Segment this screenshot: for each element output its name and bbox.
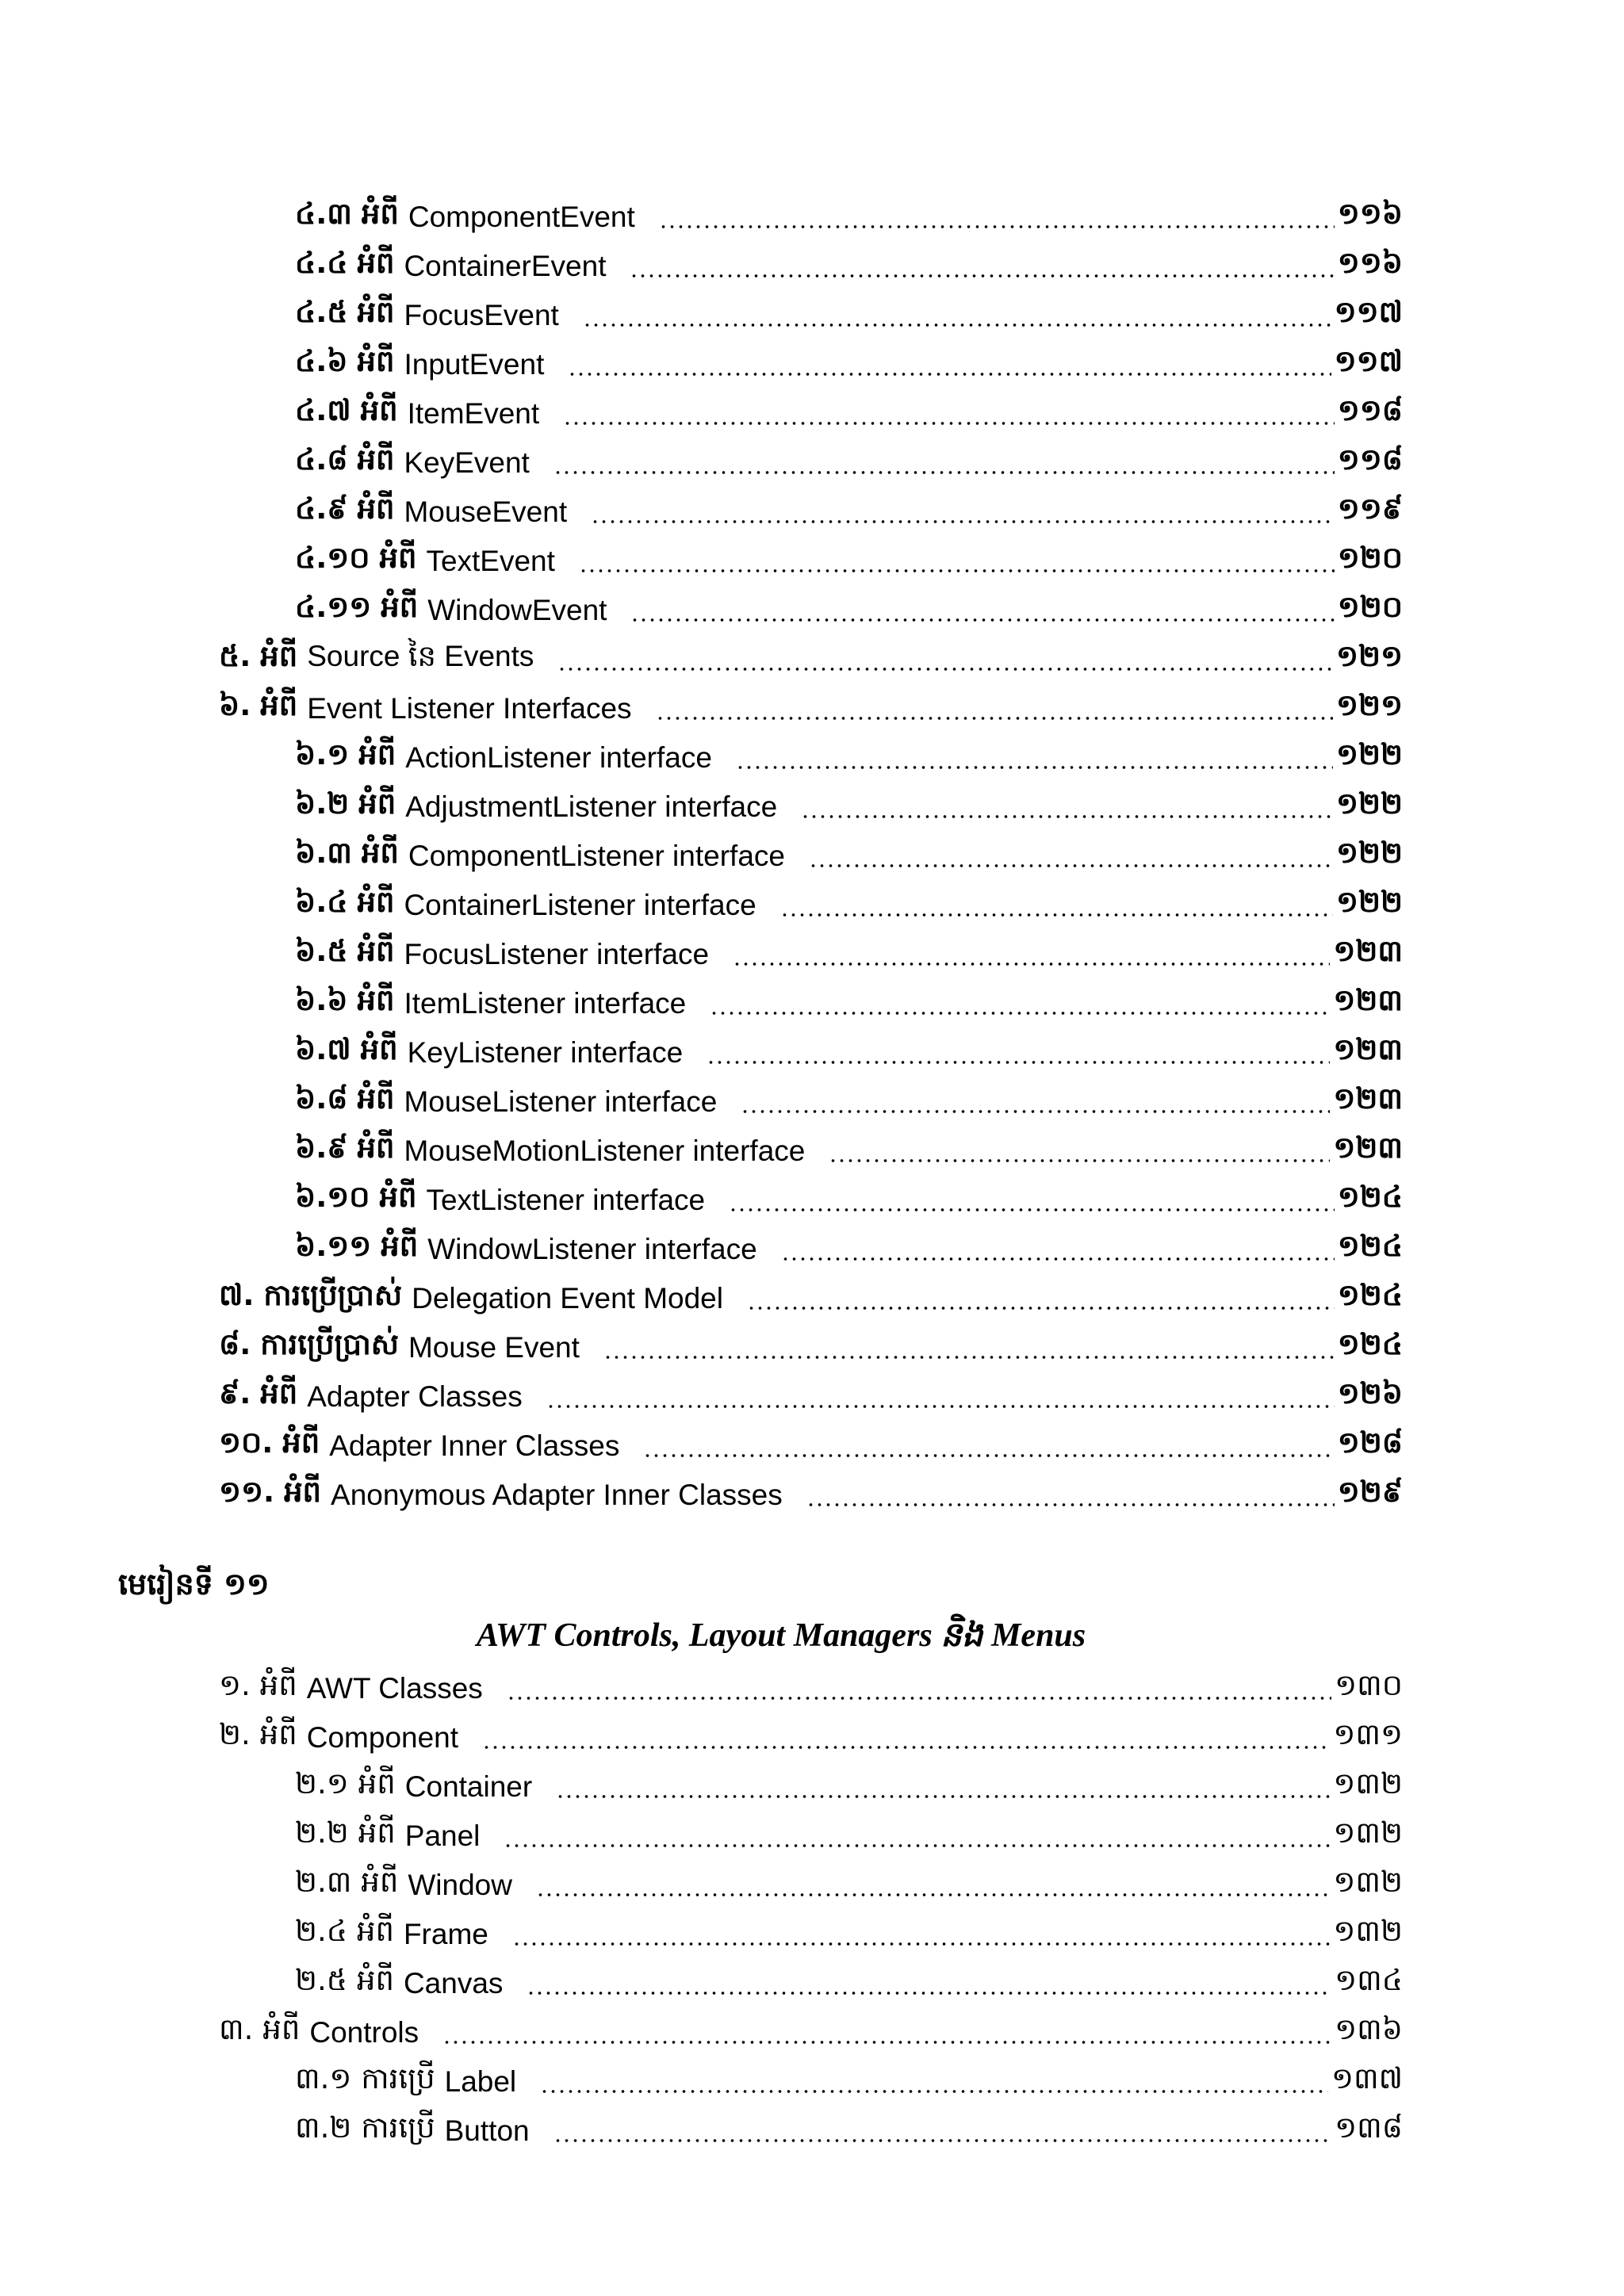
dot-leader [656, 684, 1333, 733]
toc-entry [0, 1910, 1403, 1959]
dot-leader [540, 2057, 1328, 2107]
toc-entry [0, 1225, 1403, 1274]
entry-title: ComponentEvent [408, 201, 635, 233]
entry-page-number: ១៣១ [1333, 1717, 1403, 1751]
chapter-title: AWT Controls, Layout Managers និង Menus [476, 1617, 1086, 1654]
entry-page-number: ១៣២ [1333, 1816, 1403, 1850]
entry-title: KeyEvent [404, 446, 530, 479]
entry-title: KeyListener interface [407, 1036, 684, 1069]
entry-title: Delegation Event Model [412, 1282, 723, 1314]
entry-prefix: អំពី [358, 737, 396, 771]
entry-prefix: អំពី [357, 983, 395, 1017]
dot-leader [527, 1959, 1331, 2008]
dot-leader [733, 930, 1330, 979]
entry-title: WindowListener interface [427, 1233, 757, 1265]
entry-prefix: អំពី [361, 197, 399, 231]
toc-entry [0, 1372, 1403, 1422]
entry-number: ២.២ [295, 1816, 349, 1850]
entry-title: MouseMotionListener interface [404, 1135, 806, 1167]
entry-title: MouseEvent [404, 496, 568, 528]
toc-entry [0, 1077, 1403, 1127]
entry-title: AdjustmentListener interface [405, 790, 778, 823]
toc-entry [0, 1176, 1403, 1225]
entry-prefix: អំពី [357, 344, 395, 378]
entry-title: ComponentListener interface [408, 840, 785, 872]
toc-entry [0, 684, 1403, 733]
entry-page-number: ១១៦ [1337, 197, 1403, 231]
entry-number: ៦.៣ [295, 836, 352, 870]
entry-prefix: អំពី [361, 1865, 399, 1899]
dot-leader [659, 193, 1335, 242]
entry-title: Button [444, 2114, 530, 2147]
toc-entry [0, 2057, 1403, 2107]
toc-entry [0, 1127, 1403, 1176]
entry-prefix: អំពី [357, 1081, 395, 1115]
entry-page-number: ១២៣ [1333, 1131, 1403, 1165]
entry-number: ៧. [219, 1278, 255, 1312]
entry-prefix: អំពី [379, 541, 417, 575]
entry-page-number: ១១៧ [1334, 295, 1403, 329]
entry-page-number: ១២៤ [1337, 1180, 1403, 1214]
entry-prefix: អំពី [357, 442, 395, 476]
dot-leader [557, 635, 1333, 684]
toc-entry [0, 340, 1403, 389]
entry-title: ContainerListener interface [404, 889, 756, 921]
dot-leader [563, 389, 1335, 438]
toc-entry [0, 586, 1403, 635]
toc-entry [0, 1274, 1403, 1323]
entry-page-number: ១១៨ [1337, 442, 1403, 476]
entry-number: ៤.១១ [295, 590, 372, 624]
entry-title: TextEvent [426, 545, 555, 577]
dot-leader [781, 1225, 1335, 1274]
toc-entry [0, 979, 1403, 1028]
entry-page-number: ១៣០ [1335, 1668, 1403, 1702]
entry-title: Component [306, 1721, 459, 1754]
dot-leader [553, 438, 1335, 488]
entry-page-number: ១២៣ [1333, 983, 1403, 1017]
entry-title: Window [408, 1869, 512, 1901]
toc-entry [0, 635, 1403, 684]
dot-leader [630, 586, 1334, 635]
entry-page-number: ១២៤ [1337, 1327, 1403, 1361]
entry-page-number: ១២៩ [1337, 1475, 1403, 1509]
entry-prefix: អំពី [360, 393, 398, 427]
entry-page-number: ១១៨ [1337, 393, 1403, 427]
toc-entry [0, 1762, 1403, 1812]
entry-prefix: ការប្រើ [361, 2110, 435, 2145]
entry-prefix: អំពី [357, 934, 395, 968]
entry-number: ១១. [219, 1475, 275, 1509]
dot-leader [583, 291, 1331, 340]
entry-title: InputEvent [404, 348, 545, 381]
entry-title: Adapter Inner Classes [329, 1429, 620, 1462]
entry-title: WindowEvent [427, 594, 607, 626]
entry-prefix: អំពី [358, 786, 396, 821]
entry-title: Adapter Classes [307, 1380, 523, 1413]
entry-number: ៦. [219, 688, 251, 722]
entry-page-number: ១២៣ [1333, 1032, 1403, 1066]
dot-leader [568, 340, 1331, 389]
entry-prefix: អំពី [381, 590, 419, 624]
entry-prefix: អំពី [358, 1816, 396, 1850]
dot-leader [729, 1176, 1335, 1225]
toc-entry [0, 438, 1403, 488]
chapter-label: មេរៀនទី ១១ [118, 1567, 270, 1601]
toc-entry [0, 1422, 1403, 1471]
entry-title: MouseListener interface [404, 1085, 718, 1118]
entry-prefix: អំពី [284, 1475, 322, 1509]
dot-leader [829, 1127, 1330, 1176]
dot-leader [736, 733, 1333, 783]
toc-entry [0, 1028, 1403, 1077]
dot-leader [579, 537, 1335, 586]
entry-page-number: ១៣២ [1333, 1766, 1403, 1800]
entry-number: ២. [219, 1717, 251, 1751]
dot-leader [591, 488, 1335, 537]
toc-entry [0, 291, 1403, 340]
entry-number: ៦.៩ [295, 1131, 348, 1165]
entry-page-number: ១២២ [1335, 836, 1403, 870]
toc-entry [0, 242, 1403, 291]
entry-number: ៦.៤ [295, 885, 348, 919]
entry-prefix: ការប្រើប្រាស់ [263, 1278, 403, 1312]
dot-leader [801, 783, 1333, 832]
entry-prefix: អំពី [259, 1717, 297, 1751]
dot-leader [710, 979, 1330, 1028]
entry-page-number: ១៣៧ [1331, 2061, 1403, 2095]
entry-number: ១០. [219, 1425, 274, 1460]
dot-leader [809, 832, 1333, 881]
dot-leader [556, 1762, 1330, 1812]
entry-page-number: ១២២ [1335, 786, 1403, 821]
entry-number: ៣.២ [295, 2110, 352, 2145]
entry-page-number: ១១៩ [1337, 492, 1403, 526]
toc-entry [0, 1861, 1403, 1910]
entry-prefix: ការប្រើ [361, 2061, 435, 2095]
entry-number: ២.៣ [295, 1865, 352, 1899]
entry-page-number: ១២០ [1337, 541, 1403, 575]
toc-entry [0, 2107, 1403, 2156]
dot-leader [643, 1422, 1334, 1471]
entry-title: Mouse Event [408, 1331, 580, 1364]
entry-number: ៦.១ [295, 737, 350, 771]
dot-leader [504, 1812, 1330, 1861]
dot-leader [741, 1077, 1330, 1127]
entry-number: ៣. [219, 2012, 254, 2046]
toc-entry [0, 930, 1403, 979]
entry-number: ៦.២ [295, 786, 350, 821]
toc-entry [0, 832, 1403, 881]
entry-number: ៦.៧ [295, 1032, 351, 1066]
entry-number: ៦.៨ [295, 1081, 348, 1115]
entry-prefix: អំពី [260, 639, 298, 673]
entry-number: ៨. [219, 1327, 251, 1361]
toc-entry [0, 193, 1403, 242]
entry-prefix: អំពី [379, 1180, 417, 1214]
toc-entry [0, 2008, 1403, 2057]
entry-number: ៦.១១ [295, 1229, 372, 1263]
dot-leader [536, 1861, 1330, 1910]
entry-prefix: អំពី [357, 295, 395, 329]
entry-number: ៣.១ [295, 2061, 352, 2095]
entry-title: Container [404, 1770, 533, 1803]
entry-title: Canvas [403, 1967, 504, 1999]
dot-leader [747, 1274, 1335, 1323]
entry-title: Label [444, 2065, 517, 2098]
entry-number: ៤.៥ [295, 295, 348, 329]
dot-leader [553, 2107, 1332, 2156]
entry-number: ១. [219, 1668, 251, 1702]
toc-entry [0, 881, 1403, 930]
entry-title: Controls [309, 2016, 419, 2049]
entry-title: ContainerEvent [404, 250, 607, 282]
entry-number: ៤.៨ [295, 442, 348, 476]
entry-page-number: ១១៦ [1337, 246, 1403, 280]
table-of-contents-part-1 [0, 193, 1403, 1520]
entry-page-number: ១២១ [1335, 639, 1403, 673]
entry-title: ItemListener interface [404, 987, 687, 1020]
entry-prefix: ការប្រើប្រាស់ [260, 1327, 399, 1361]
entry-title: ActionListener interface [405, 741, 712, 774]
entry-prefix: អំពី [357, 246, 395, 280]
entry-page-number: ១២៦ [1337, 1376, 1403, 1410]
entry-prefix: អំពី [358, 1766, 396, 1800]
entry-number: ៥. [219, 639, 251, 673]
entry-number: ៩. [219, 1376, 251, 1410]
toc-entry [0, 733, 1403, 783]
entry-number: ២.១ [295, 1766, 349, 1800]
entry-number: ៤.៤ [295, 246, 348, 280]
entry-number: ៦.៦ [295, 983, 348, 1017]
entry-number: ៤.៩ [295, 492, 348, 526]
entry-number: ៤.៣ [295, 197, 352, 231]
entry-number: ៤.៦ [295, 344, 348, 378]
entry-page-number: ១២៤ [1337, 1229, 1403, 1263]
toc-entry [0, 1959, 1403, 2008]
entry-page-number: ១៣២ [1333, 1914, 1403, 1948]
toc-entry [0, 1471, 1403, 1520]
entry-number: ២.៤ [295, 1914, 347, 1948]
entry-page-number: ១២៨ [1337, 1425, 1403, 1460]
entry-page-number: ១២៣ [1333, 1081, 1403, 1115]
entry-prefix: អំពី [360, 1032, 398, 1066]
entry-prefix: អំពី [260, 1376, 298, 1410]
entry-page-number: ១២១ [1335, 688, 1403, 722]
entry-number: ៦.៥ [295, 934, 348, 968]
entry-prefix: អំពី [357, 885, 395, 919]
toc-entry [0, 488, 1403, 537]
toc-entry [0, 1664, 1403, 1713]
toc-entry [0, 1323, 1403, 1372]
entry-prefix: អំពី [361, 836, 399, 870]
entry-title: Event Listener Interfaces [307, 692, 632, 725]
entry-title: Frame [403, 1918, 488, 1950]
entry-prefix: អំពី [356, 1963, 394, 1997]
toc-entry [0, 537, 1403, 586]
entry-prefix: អំពី [282, 1425, 320, 1460]
entry-number: ២.៥ [295, 1963, 347, 1997]
dot-leader [512, 1910, 1331, 1959]
dot-leader [546, 1372, 1335, 1422]
entry-number: ៤.៧ [295, 393, 351, 427]
entry-page-number: ១២០ [1337, 590, 1403, 624]
entry-prefix: អំពី [357, 492, 395, 526]
toc-entry [0, 1713, 1403, 1762]
entry-title: FocusEvent [404, 299, 559, 331]
entry-number: ៦.១០ [295, 1180, 370, 1214]
entry-title: FocusListener interface [404, 938, 710, 970]
entry-title: Anonymous Adapter Inner Classes [331, 1479, 783, 1511]
entry-title: Source នៃ Events [307, 640, 534, 672]
dot-leader [630, 242, 1334, 291]
entry-title: AWT Classes [306, 1672, 483, 1705]
entry-page-number: ១២២ [1335, 737, 1403, 771]
entry-page-number: ១៣៦ [1335, 2012, 1403, 2046]
entry-prefix: អំពី [259, 1668, 297, 1702]
entry-page-number: ១៣២ [1333, 1865, 1403, 1899]
dot-leader [507, 1664, 1331, 1713]
dot-leader [482, 1713, 1330, 1762]
entry-prefix: អំពី [262, 2012, 301, 2046]
entry-prefix: អំពី [356, 1914, 394, 1948]
table-of-contents-part-2 [0, 1664, 1403, 2156]
entry-page-number: ១៣៨ [1335, 2110, 1403, 2145]
entry-title: Panel [404, 1820, 481, 1852]
entry-page-number: ១២៣ [1333, 934, 1403, 968]
entry-title: ItemEvent [407, 397, 540, 430]
entry-prefix: អំពី [357, 1131, 395, 1165]
dot-leader [442, 2008, 1331, 2057]
toc-entry [0, 783, 1403, 832]
entry-number: ៤.១០ [295, 541, 370, 575]
dot-leader [780, 881, 1333, 930]
entry-title: TextListener interface [426, 1184, 706, 1216]
dot-leader [707, 1028, 1330, 1077]
entry-page-number: ១២៤ [1337, 1278, 1403, 1312]
toc-entry [0, 389, 1403, 438]
entry-prefix: អំពី [381, 1229, 419, 1263]
dot-leader [806, 1471, 1335, 1520]
entry-page-number: ១២២ [1335, 885, 1403, 919]
dot-leader [603, 1323, 1335, 1372]
entry-page-number: ១១៧ [1334, 344, 1403, 378]
toc-entry [0, 1812, 1403, 1861]
entry-page-number: ១៣៤ [1335, 1963, 1403, 1997]
entry-prefix: អំពី [260, 688, 298, 722]
